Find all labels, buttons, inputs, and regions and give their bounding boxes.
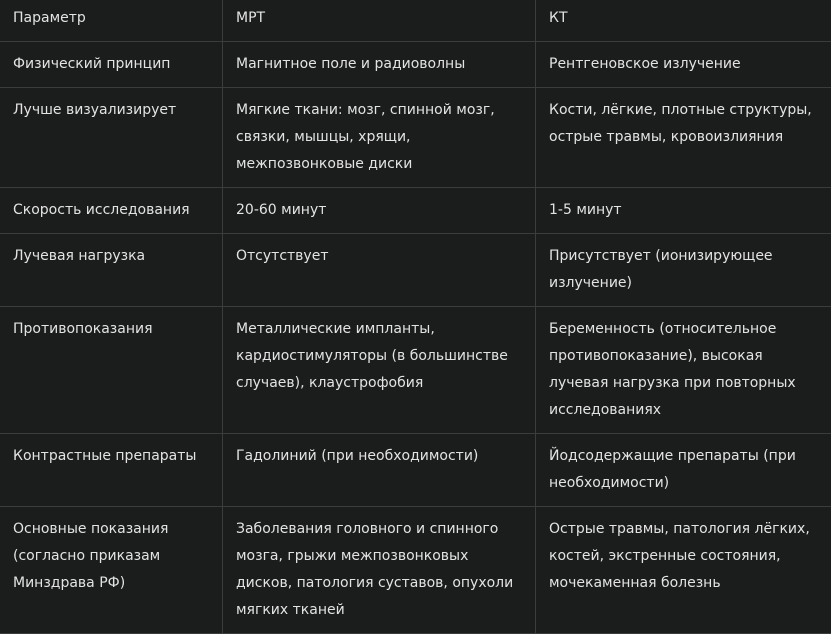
table-row	[0, 234, 831, 307]
row-label: Скорость исследования	[0, 188, 223, 234]
header-parameter: Параметр	[0, 0, 223, 42]
mri-cell: Мягкие ткани: мозг, спинной мозг, связки, мышцы, хрящи, межпозвонковые диски	[223, 88, 536, 188]
ct-cell: Присутствует (ионизирующее излучение)	[536, 234, 831, 307]
row-label: Лучше визуализирует	[0, 88, 223, 188]
row-label: Противопоказания	[0, 307, 223, 434]
row-label: Основные показания (согласно приказам Минздрава РФ)	[0, 507, 223, 634]
mri-cell: Металлические импланты, кардиостимуляторы (в большинстве случаев), клаустрофобия	[223, 307, 536, 434]
mri-cell: Магнитное поле и радиоволны	[223, 42, 536, 88]
row-label: Физический принцип	[0, 42, 223, 88]
table-row	[0, 188, 831, 234]
row-label: Лучевая нагрузка	[0, 234, 223, 307]
ct-cell: Кости, лёгкие, плотные структуры, острые травмы, кровоизлияния	[536, 88, 831, 188]
mri-cell: Гадолиний (при необходимости)	[223, 434, 536, 507]
ct-cell: Острые травмы, патология лёгких, костей, экстренные состояния, мочекаменная болезнь	[536, 507, 831, 634]
table-row	[0, 507, 831, 634]
ct-cell: Рентгеновское излучение	[536, 42, 831, 88]
mri-cell: Заболевания головного и спинного мозга, грыжи межпозвонковых дисков, патология суставов, опухоли мягких тканей	[223, 507, 536, 634]
ct-cell: 1-5 минут	[536, 188, 831, 234]
row-label: Контрастные препараты	[0, 434, 223, 507]
header-mri: МРТ	[223, 0, 536, 42]
table-row	[0, 307, 831, 434]
ct-cell: Беременность (относительное противопоказание), высокая лучевая нагрузка при повторных исследованиях	[536, 307, 831, 434]
header-ct: КТ	[536, 0, 831, 42]
mri-cell: Отсутствует	[223, 234, 536, 307]
mri-cell: 20-60 минут	[223, 188, 536, 234]
table-row	[0, 42, 831, 88]
table-row	[0, 434, 831, 507]
table-row	[0, 88, 831, 188]
ct-cell: Йодсодержащие препараты (при необходимости)	[536, 434, 831, 507]
table-header-row	[0, 0, 831, 42]
